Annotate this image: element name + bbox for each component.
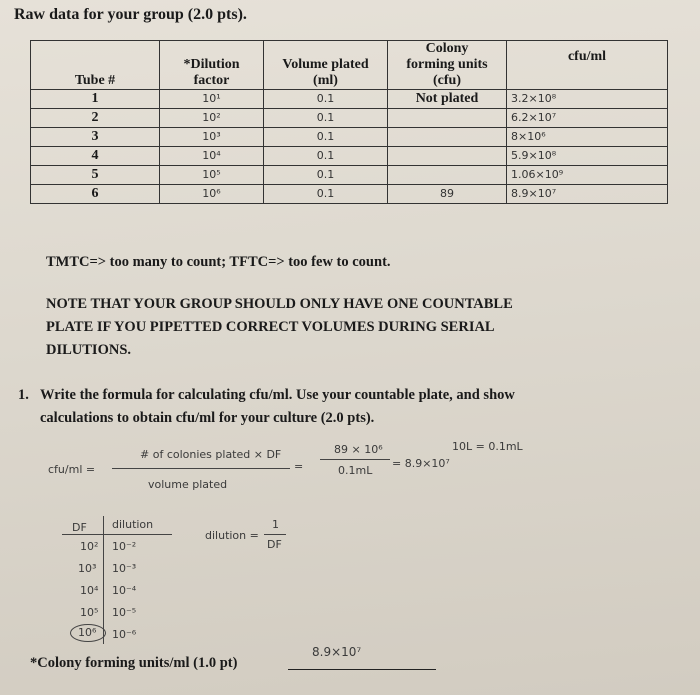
header-colony-line3: (cfu) [433, 73, 461, 88]
table-row [31, 109, 668, 128]
dilution-value: 10⁻⁵ [112, 606, 137, 619]
df-value: 10⁵ [80, 606, 99, 619]
cell-cfu [388, 147, 507, 166]
scratch-table-rule [62, 534, 172, 535]
cell-dilution: 10⁶ [160, 185, 264, 204]
cell-cfu-ml: 8×10⁶ [507, 128, 668, 147]
cell-cfu [388, 166, 507, 185]
cell-cfu-ml: 5.9×10⁸ [507, 147, 668, 166]
warning-line-3: DILUTIONS. [46, 342, 132, 358]
cell-tube: 5 [31, 166, 160, 185]
tmtc-note: TMTC=> too many to count; TFTC=> too few to count. [46, 254, 391, 270]
header-dilution-line2: factor [193, 73, 230, 88]
header-colony-line1: Colony [425, 41, 469, 56]
cell-tube: 2 [31, 109, 160, 128]
df-header: DF [72, 521, 87, 534]
df-value: 10⁶ [78, 626, 97, 639]
question-line-1: Write the formula for calculating cfu/ml. Use your countable plate, and show [40, 387, 515, 403]
cell-cfu: 89 [388, 185, 507, 204]
cell-volume: 0.1 [264, 147, 388, 166]
cell-cfu-ml: 3.2×10⁸ [507, 90, 668, 109]
cell-dilution: 10² [160, 109, 264, 128]
table-row [31, 185, 668, 204]
table-row [31, 128, 668, 147]
dilution-formula-lhs: dilution = [205, 529, 259, 542]
raw-data-table [30, 40, 668, 204]
header-cfu-ml: cfu/ml [507, 41, 668, 90]
header-volume [264, 41, 388, 90]
warning-line-2: PLATE IF YOU PIPETTED CORRECT VOLUMES DURING SERIAL [46, 319, 495, 335]
header-colony [388, 41, 507, 90]
dilution-value: 10⁻⁶ [112, 628, 137, 641]
cell-volume: 0.1 [264, 166, 388, 185]
equals-sign: = [294, 460, 304, 473]
question-line-2: calculations to obtain cfu/ml for your culture (2.0 pts). [40, 410, 375, 426]
header-dilution-line1: *Dilution [183, 57, 240, 72]
calc-result: = 8.9×10⁷ [392, 457, 450, 470]
dilution-header: dilution [112, 518, 154, 531]
dilution-value: 10⁻⁴ [112, 584, 137, 597]
cell-volume: 0.1 [264, 185, 388, 204]
table-row [31, 147, 668, 166]
answer-label: *Colony forming units/ml (1.0 pt) [30, 655, 238, 671]
formula-lhs: cfu/ml = [48, 463, 96, 476]
header-colony-line2: forming units [406, 57, 488, 72]
cell-tube: 3 [31, 128, 160, 147]
cell-tube: 6 [31, 185, 160, 204]
dilution-value: 10⁻² [112, 540, 137, 553]
cell-cfu: Not plated [388, 90, 507, 109]
calc-numerator: 89 × 10⁶ [334, 443, 383, 456]
df-value: 10³ [78, 562, 97, 575]
table-row [31, 90, 668, 109]
dilution-value: 10⁻³ [112, 562, 137, 575]
fraction-bar [264, 534, 286, 535]
question-number: 1. [18, 387, 29, 403]
table-row [31, 166, 668, 185]
cell-tube: 4 [31, 147, 160, 166]
header-volume-line1: Volume plated [282, 57, 369, 72]
header-volume-line2: (ml) [313, 73, 338, 88]
fraction-bar [112, 468, 290, 469]
cell-cfu [388, 109, 507, 128]
cell-cfu [388, 128, 507, 147]
answer-blank-line [288, 669, 436, 670]
cell-cfu-ml: 6.2×10⁷ [507, 109, 668, 128]
cell-cfu-ml: 1.06×10⁹ [507, 166, 668, 185]
fraction-bar [320, 459, 390, 460]
header-dilution [160, 41, 264, 90]
table-header-row [31, 41, 668, 90]
dilution-formula-den: DF [267, 538, 282, 551]
cell-tube: 1 [31, 90, 160, 109]
cell-dilution: 10⁴ [160, 147, 264, 166]
section-title: Raw data for your group (2.0 pts). [14, 6, 247, 23]
cell-volume: 0.1 [264, 109, 388, 128]
cell-volume: 0.1 [264, 90, 388, 109]
cell-dilution: 10³ [160, 128, 264, 147]
header-tube: Tube # [31, 41, 160, 90]
cell-dilution: 10¹ [160, 90, 264, 109]
answer-value: 8.9×10⁷ [312, 645, 362, 659]
cell-cfu-ml: 8.9×10⁷ [507, 185, 668, 204]
df-value: 10² [80, 540, 99, 553]
side-note: 10L = 0.1mL [452, 440, 523, 453]
cell-volume: 0.1 [264, 128, 388, 147]
formula-numerator: # of colonies plated × DF [140, 448, 282, 461]
scratch-table-divider [103, 516, 104, 644]
dilution-formula-num: 1 [272, 518, 279, 531]
formula-denominator: volume plated [148, 478, 228, 491]
calc-denominator: 0.1mL [338, 464, 373, 477]
warning-line-1: NOTE THAT YOUR GROUP SHOULD ONLY HAVE ONE COUNTABLE [46, 296, 513, 312]
df-value: 10⁴ [80, 584, 99, 597]
cell-dilution: 10⁵ [160, 166, 264, 185]
